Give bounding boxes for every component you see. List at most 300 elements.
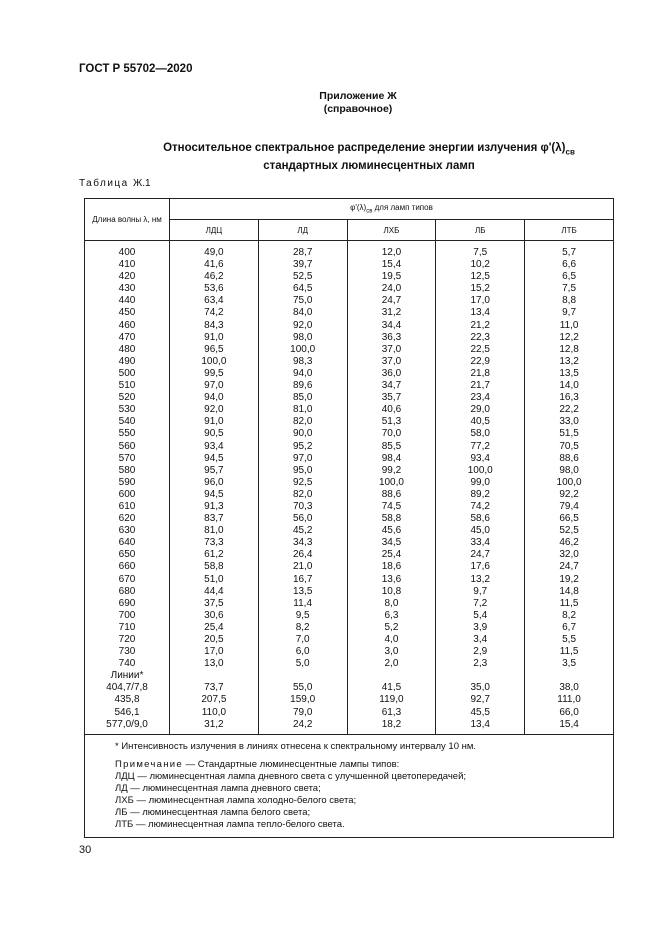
table-row — [85, 658, 614, 670]
value-cell: 11,4 — [258, 598, 347, 610]
value-cell: 36,3 — [347, 332, 436, 344]
value-cell: 2,0 — [347, 658, 436, 670]
value-cell: 91,0 — [170, 416, 259, 428]
table-row — [85, 307, 614, 319]
value-cell: 58,6 — [436, 513, 525, 525]
value-cell: 95,0 — [258, 465, 347, 477]
value-cell: 24,2 — [258, 719, 347, 735]
value-cell: 92,5 — [258, 477, 347, 489]
table-row — [85, 537, 614, 549]
value-cell: 21,8 — [436, 368, 525, 380]
value-cell: 58,8 — [170, 561, 259, 573]
table-row — [85, 241, 614, 260]
value-cell: 26,4 — [258, 549, 347, 561]
table-row — [85, 368, 614, 380]
value-cell: 45,6 — [347, 525, 436, 537]
table-row — [85, 719, 614, 735]
value-cell — [170, 670, 259, 682]
table-row — [85, 622, 614, 634]
value-cell: 94,5 — [170, 489, 259, 501]
value-cell: 17,0 — [436, 295, 525, 307]
table-row — [85, 453, 614, 465]
value-cell: 40,5 — [436, 416, 525, 428]
value-cell: 6,6 — [525, 259, 614, 271]
value-cell: 49,0 — [170, 241, 259, 260]
footnote: * Интенсивность излучения в линиях отнесена к спектральному интервалу 10 нм. — [115, 740, 477, 752]
wavelength-cell: 435,8 — [85, 694, 170, 706]
value-cell: 18,2 — [347, 719, 436, 735]
wavelength-cell: 530 — [85, 404, 170, 416]
value-cell: 95,2 — [258, 441, 347, 453]
wavelength-cell: 690 — [85, 598, 170, 610]
value-cell: 8,0 — [347, 598, 436, 610]
value-cell: 159,0 — [258, 694, 347, 706]
value-cell: 13,2 — [525, 356, 614, 368]
value-cell: 2,9 — [436, 646, 525, 658]
value-cell: 81,0 — [258, 404, 347, 416]
value-cell: 100,0 — [525, 477, 614, 489]
note-item: ЛБ — люминесцентная лампа белого света; — [115, 807, 311, 819]
value-cell: 40,6 — [347, 404, 436, 416]
value-cell: 34,5 — [347, 537, 436, 549]
wavelength-cell: 480 — [85, 344, 170, 356]
value-cell: 15,4 — [525, 719, 614, 735]
table-row — [85, 332, 614, 344]
value-cell: 99,0 — [436, 477, 525, 489]
wavelength-cell: 710 — [85, 622, 170, 634]
table-row — [85, 634, 614, 646]
value-cell: 31,2 — [170, 719, 259, 735]
value-cell: 34,3 — [258, 537, 347, 549]
table-row — [85, 441, 614, 453]
value-cell: 88,6 — [347, 489, 436, 501]
value-cell: 74,5 — [347, 501, 436, 513]
wavelength-cell: 404,7/7,8 — [85, 682, 170, 694]
value-cell: 94,0 — [258, 368, 347, 380]
appendix-heading — [0, 90, 661, 116]
value-cell: 64,5 — [258, 283, 347, 295]
value-cell: 85,5 — [347, 441, 436, 453]
table-row — [85, 610, 614, 622]
value-cell: 24,7 — [525, 561, 614, 573]
value-cell: 61,3 — [347, 707, 436, 719]
value-cell: 6,3 — [347, 610, 436, 622]
value-cell: 92,0 — [170, 404, 259, 416]
value-cell: 100,0 — [170, 356, 259, 368]
table-row — [85, 295, 614, 307]
value-cell: 24,7 — [436, 549, 525, 561]
table-row — [85, 259, 614, 271]
value-cell: 99,5 — [170, 368, 259, 380]
value-cell: 51,0 — [170, 574, 259, 586]
value-cell: 70,5 — [525, 441, 614, 453]
wavelength-cell: 670 — [85, 574, 170, 586]
value-cell: 119,0 — [347, 694, 436, 706]
value-cell: 88,6 — [525, 453, 614, 465]
value-cell: 13,4 — [436, 307, 525, 319]
table-label: Таблица Ж.1 — [79, 178, 151, 189]
table-row — [85, 707, 614, 719]
table-row — [85, 271, 614, 283]
wavelength-cell: 510 — [85, 380, 170, 392]
wavelength-cell: 410 — [85, 259, 170, 271]
value-cell: 82,0 — [258, 416, 347, 428]
value-cell: 55,0 — [258, 682, 347, 694]
wavelength-cell: 420 — [85, 271, 170, 283]
caption-line-2: стандартных люминесцентных ламп — [263, 160, 475, 173]
wavelength-cell: Линии* — [85, 670, 170, 682]
value-cell: 14,0 — [525, 380, 614, 392]
value-cell: 25,4 — [170, 622, 259, 634]
wavelength-cell: 577,0/9,0 — [85, 719, 170, 735]
value-cell: 25,4 — [347, 549, 436, 561]
wavelength-cell: 620 — [85, 513, 170, 525]
wavelength-cell: 680 — [85, 586, 170, 598]
value-cell: 33,4 — [436, 537, 525, 549]
value-cell: 81,0 — [170, 525, 259, 537]
value-cell: 74,2 — [436, 501, 525, 513]
value-cell: 22,2 — [525, 404, 614, 416]
value-cell: 5,7 — [525, 241, 614, 260]
value-cell: 24,7 — [347, 295, 436, 307]
table-row — [85, 561, 614, 573]
value-cell: 97,0 — [170, 380, 259, 392]
value-cell: 79,0 — [258, 707, 347, 719]
table-row — [85, 694, 614, 706]
value-cell: 12,8 — [525, 344, 614, 356]
value-cell: 13,0 — [170, 658, 259, 670]
table-row — [85, 586, 614, 598]
value-cell: 75,0 — [258, 295, 347, 307]
value-cell: 16,7 — [258, 574, 347, 586]
value-cell: 9,5 — [258, 610, 347, 622]
value-cell: 38,0 — [525, 682, 614, 694]
table-row — [85, 513, 614, 525]
value-cell: 45,0 — [436, 525, 525, 537]
wavelength-cell: 546,1 — [85, 707, 170, 719]
value-cell: 34,7 — [347, 380, 436, 392]
wavelength-cell: 470 — [85, 332, 170, 344]
value-cell: 97,0 — [258, 453, 347, 465]
value-cell: 93,4 — [436, 453, 525, 465]
value-cell: 7,0 — [258, 634, 347, 646]
column-header: ЛД — [258, 220, 347, 241]
value-cell: 56,0 — [258, 513, 347, 525]
value-cell: 41,5 — [347, 682, 436, 694]
value-cell: 89,6 — [258, 380, 347, 392]
table-row — [85, 416, 614, 428]
value-cell: 36,0 — [347, 368, 436, 380]
value-cell — [525, 670, 614, 682]
value-cell: 6,5 — [525, 271, 614, 283]
value-cell: 12,0 — [347, 241, 436, 260]
value-cell: 94,5 — [170, 453, 259, 465]
value-cell: 100,0 — [436, 465, 525, 477]
wavelength-cell: 610 — [85, 501, 170, 513]
value-cell: 19,2 — [525, 574, 614, 586]
value-cell: 10,2 — [436, 259, 525, 271]
value-cell — [258, 670, 347, 682]
value-cell: 91,3 — [170, 501, 259, 513]
wavelength-cell: 450 — [85, 307, 170, 319]
wavelength-cell: 590 — [85, 477, 170, 489]
table-row — [85, 670, 614, 682]
value-cell: 73,7 — [170, 682, 259, 694]
value-cell: 13,5 — [525, 368, 614, 380]
wavelength-cell: 430 — [85, 283, 170, 295]
table-caption — [79, 141, 619, 174]
value-cell: 33,0 — [525, 416, 614, 428]
value-cell: 98,0 — [258, 332, 347, 344]
table-row — [85, 428, 614, 440]
table-row — [85, 574, 614, 586]
table-row — [85, 477, 614, 489]
table-row — [85, 465, 614, 477]
value-cell: 58,0 — [436, 428, 525, 440]
value-cell: 92,0 — [258, 320, 347, 332]
value-cell: 92,2 — [525, 489, 614, 501]
wavelength-cell: 700 — [85, 610, 170, 622]
page-number: 30 — [79, 844, 92, 856]
value-cell: 3,0 — [347, 646, 436, 658]
note-item: ЛТБ — люминесцентная лампа тепло-белого света. — [115, 819, 345, 831]
value-cell: 19,5 — [347, 271, 436, 283]
value-cell: 22,9 — [436, 356, 525, 368]
value-cell: 45,5 — [436, 707, 525, 719]
value-cell: 79,4 — [525, 501, 614, 513]
value-cell: 95,7 — [170, 465, 259, 477]
wavelength-cell: 740 — [85, 658, 170, 670]
value-cell: 7,5 — [436, 241, 525, 260]
value-cell: 35,7 — [347, 392, 436, 404]
value-cell: 70,3 — [258, 501, 347, 513]
value-cell: 46,2 — [525, 537, 614, 549]
value-cell: 84,3 — [170, 320, 259, 332]
wavelength-cell: 550 — [85, 428, 170, 440]
wavelength-header: Длина волны λ, нм — [85, 199, 170, 241]
value-cell: 3,4 — [436, 634, 525, 646]
value-cell: 85,0 — [258, 392, 347, 404]
spectral-table — [84, 198, 614, 838]
value-cell: 11,0 — [525, 320, 614, 332]
table-row — [85, 646, 614, 658]
value-cell: 5,4 — [436, 610, 525, 622]
value-cell: 8,2 — [525, 610, 614, 622]
value-cell: 70,0 — [347, 428, 436, 440]
value-cell: 53,6 — [170, 283, 259, 295]
value-cell: 13,4 — [436, 719, 525, 735]
value-cell: 8,2 — [258, 622, 347, 634]
value-cell: 37,5 — [170, 598, 259, 610]
appendix-title: Приложение Ж — [319, 90, 397, 102]
table-row — [85, 380, 614, 392]
wavelength-cell: 440 — [85, 295, 170, 307]
value-cell: 41,6 — [170, 259, 259, 271]
table-row — [85, 525, 614, 537]
value-cell: 98,0 — [525, 465, 614, 477]
value-cell: 58,8 — [347, 513, 436, 525]
wavelength-cell: 570 — [85, 453, 170, 465]
value-cell: 100,0 — [258, 344, 347, 356]
value-cell: 52,5 — [525, 525, 614, 537]
value-cell: 207,5 — [170, 694, 259, 706]
wavelength-cell: 650 — [85, 549, 170, 561]
value-cell: 39,7 — [258, 259, 347, 271]
value-cell: 12,5 — [436, 271, 525, 283]
table-row — [85, 344, 614, 356]
value-cell: 44,4 — [170, 586, 259, 598]
value-cell: 21,7 — [436, 380, 525, 392]
table-row — [85, 392, 614, 404]
value-cell: 28,7 — [258, 241, 347, 260]
value-cell: 5,5 — [525, 634, 614, 646]
value-cell: 21,2 — [436, 320, 525, 332]
wavelength-cell: 400 — [85, 241, 170, 260]
value-cell: 17,6 — [436, 561, 525, 573]
value-cell: 13,2 — [436, 574, 525, 586]
value-cell: 111,0 — [525, 694, 614, 706]
value-cell: 35,0 — [436, 682, 525, 694]
value-cell: 11,5 — [525, 598, 614, 610]
table-row — [85, 501, 614, 513]
wavelength-cell: 580 — [85, 465, 170, 477]
value-cell: 45,2 — [258, 525, 347, 537]
value-cell: 11,5 — [525, 646, 614, 658]
value-cell: 3,9 — [436, 622, 525, 634]
value-cell: 20,5 — [170, 634, 259, 646]
wavelength-cell: 560 — [85, 441, 170, 453]
lamp-group-header: $\varphi'(\lambda)_{св}$ для ламп типов — [170, 199, 614, 220]
value-cell: 23,4 — [436, 392, 525, 404]
value-cell: 66,0 — [525, 707, 614, 719]
value-cell: 84,0 — [258, 307, 347, 319]
value-cell: 51,5 — [525, 428, 614, 440]
wavelength-cell: 730 — [85, 646, 170, 658]
value-cell: 6,7 — [525, 622, 614, 634]
value-cell: 14,8 — [525, 586, 614, 598]
value-cell: 10,8 — [347, 586, 436, 598]
value-cell: 6,0 — [258, 646, 347, 658]
table-row — [85, 356, 614, 368]
table-row — [85, 404, 614, 416]
value-cell: 24,0 — [347, 283, 436, 295]
value-cell: 90,5 — [170, 428, 259, 440]
value-cell: 74,2 — [170, 307, 259, 319]
value-cell: 17,0 — [170, 646, 259, 658]
table-row — [85, 489, 614, 501]
table-row — [85, 682, 614, 694]
value-cell: 98,3 — [258, 356, 347, 368]
wavelength-cell: 490 — [85, 356, 170, 368]
column-header: ЛДЦ — [170, 220, 259, 241]
value-cell: 37,0 — [347, 344, 436, 356]
value-cell: 13,5 — [258, 586, 347, 598]
wavelength-cell: 540 — [85, 416, 170, 428]
value-cell: 22,3 — [436, 332, 525, 344]
value-cell: 9,7 — [436, 586, 525, 598]
wavelength-cell: 500 — [85, 368, 170, 380]
wavelength-cell: 630 — [85, 525, 170, 537]
value-cell: 96,0 — [170, 477, 259, 489]
value-cell — [347, 670, 436, 682]
value-cell: 7,5 — [525, 283, 614, 295]
value-cell: 29,0 — [436, 404, 525, 416]
value-cell: 30,6 — [170, 610, 259, 622]
wavelength-cell: 520 — [85, 392, 170, 404]
value-cell: 96,5 — [170, 344, 259, 356]
value-cell: 15,4 — [347, 259, 436, 271]
value-cell: 8,8 — [525, 295, 614, 307]
table-row — [85, 320, 614, 332]
value-cell: 52,5 — [258, 271, 347, 283]
value-cell: 73,3 — [170, 537, 259, 549]
table-notes — [85, 734, 614, 838]
value-cell: 77,2 — [436, 441, 525, 453]
value-cell: 32,0 — [525, 549, 614, 561]
note-intro: Примечание — Стандартные люминесцентные лампы типов: — [115, 758, 400, 770]
value-cell: 12,2 — [525, 332, 614, 344]
note-item: ЛХБ — люминесцентная лампа холодно-белого света; — [115, 795, 357, 807]
value-cell: 3,5 — [525, 658, 614, 670]
value-cell: 93,4 — [170, 441, 259, 453]
wavelength-cell: 640 — [85, 537, 170, 549]
value-cell: 21,0 — [258, 561, 347, 573]
value-cell: 9,7 — [525, 307, 614, 319]
value-cell: 83,7 — [170, 513, 259, 525]
table-row — [85, 549, 614, 561]
value-cell: 22,5 — [436, 344, 525, 356]
column-header: ЛХБ — [347, 220, 436, 241]
value-cell: 110,0 — [170, 707, 259, 719]
value-cell: 98,4 — [347, 453, 436, 465]
value-cell: 7,2 — [436, 598, 525, 610]
value-cell: 5,2 — [347, 622, 436, 634]
value-cell: 2,3 — [436, 658, 525, 670]
value-cell: 100,0 — [347, 477, 436, 489]
value-cell: 4,0 — [347, 634, 436, 646]
table-row — [85, 598, 614, 610]
value-cell: 15,2 — [436, 283, 525, 295]
value-cell: 94,0 — [170, 392, 259, 404]
appendix-type: (справочное) — [323, 103, 393, 115]
value-cell: 18,6 — [347, 561, 436, 573]
value-cell: 92,7 — [436, 694, 525, 706]
value-cell: 46,2 — [170, 271, 259, 283]
wavelength-cell: 660 — [85, 561, 170, 573]
column-header: ЛБ — [436, 220, 525, 241]
caption-line-1: Относительное спектральное распределение энергии излучения $\varphi'(\lambda)_{св}$ — [163, 142, 575, 157]
value-cell: 89,2 — [436, 489, 525, 501]
table-row — [85, 283, 614, 295]
value-cell: 82,0 — [258, 489, 347, 501]
note-item: ЛД — люминесцентная лампа дневного света; — [115, 783, 321, 795]
value-cell: 34,4 — [347, 320, 436, 332]
value-cell: 16,3 — [525, 392, 614, 404]
value-cell: 66,5 — [525, 513, 614, 525]
value-cell: 91,0 — [170, 332, 259, 344]
value-cell: 61,2 — [170, 549, 259, 561]
value-cell: 13,6 — [347, 574, 436, 586]
value-cell — [436, 670, 525, 682]
value-cell: 51,3 — [347, 416, 436, 428]
value-cell: 99,2 — [347, 465, 436, 477]
column-header: ЛТБ — [525, 220, 614, 241]
value-cell: 5,0 — [258, 658, 347, 670]
value-cell: 37,0 — [347, 356, 436, 368]
wavelength-cell: 460 — [85, 320, 170, 332]
wavelength-cell: 600 — [85, 489, 170, 501]
value-cell: 90,0 — [258, 428, 347, 440]
